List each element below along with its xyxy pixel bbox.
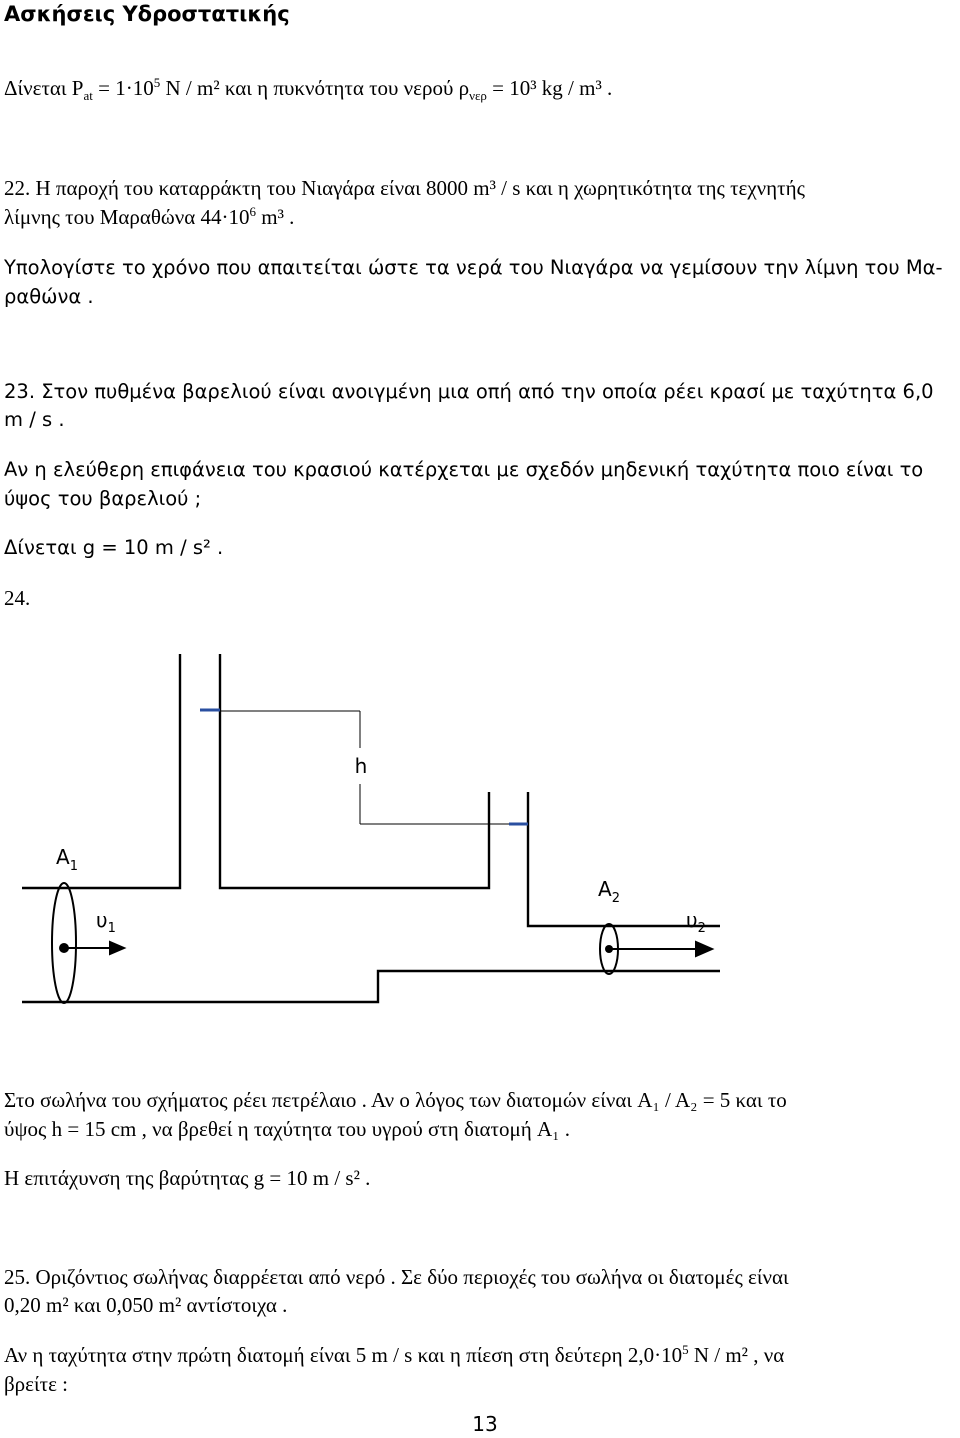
velocity-arrow-u2-head [696,942,712,956]
exercise-23-line-3: Αν η ελεύθερη επιφάνεια του κρασιού κατέρχεται με σχεδόν μηδενική ταχύτητα ποιο είναι το [4,458,924,481]
exercise-24-line-1: Στο σωλήνα του σχήματος ρέει πετρέλαιο . Αν ο λόγος των διατομών είναι A₁ / A₂ = 5 και το [4,1088,787,1112]
exercise-22-line-3: Υπολογίστε το χρόνο που απαιτείται ώστε τα νερά του Νιαγάρα να γεμίσουν την λίμνη του Μα- [4,256,943,279]
label-a1: $A_1$ [56,845,78,874]
given-constants: Δίνεται $P_{at} = 1\cdot 10^5$ N / m² και η πυκνότητα του νερού $\rho_{\nu\varepsilon\rho} = 10^3$ kg / m³ . [4,75,613,104]
page-title: Ασκήσεις Υδροστατικής [4,2,290,26]
exercise-23-line-2: m / s . [4,408,65,431]
label-u1: $\upsilon_1$ [96,908,116,936]
exercise-24-line-3: Η επιτάχυνση της βαρύτητας g = 10 m / s² . [4,1166,371,1190]
exercise-22-line-1: 22. Η παροχή του καταρράκτη του Νιαγάρα είναι 8000 m³ / s και η χωρητικότητα της τεχνητής [4,176,805,200]
exercise-25-line-1: 25. Οριζόντιος σωλήνας διαρρέεται από νερό . Σε δύο περιοχές του σωλήνα οι διατομές είναι [4,1265,789,1289]
velocity-arrow-u1-head [110,942,124,954]
label-a2: $A_2$ [598,877,620,906]
exercise-24-number: 24. [4,586,31,610]
exercise-25-line-4: βρείτε : [4,1372,68,1396]
exercise-25-line-3: Αν η ταχύτητα στην πρώτη διατομή είναι 5 m / s και η πίεση στη δεύτερη $2,0\cdot 10^5$ N / m² , να [4,1342,785,1367]
exercise-22-line-4: ραθώνα . [4,285,94,308]
exercise-23-line-1: 23. Στον πυθμένα βαρελιού είναι ανοιγμένη μια οπή από την οποία ρέει κρασί με ταχύτητα 6,0 [4,380,934,403]
exercise-24-line-2: ύψος h = 15 cm , να βρεθεί η ταχύτητα του υγρού στη διατομή A₁ . [4,1117,570,1141]
label-h: h [354,754,368,778]
pipe-lower-wall [22,971,720,1002]
exercise-25-line-2: 0,20 m² και 0,050 m² αντίστοιχα . [4,1293,288,1317]
label-u2: $\upsilon_2$ [686,908,706,936]
exercise-23-line-4: ύψος του βαρελιού ; [4,487,202,510]
pipe-upper-wall [22,654,720,926]
exercise-22-line-2: λίμνης του Μαραθώνα $44\cdot 10^6$ m³ . [4,204,295,229]
page-number: 13 [472,1412,498,1436]
exercise-23-line-5: Δίνεται g = 10 m / s² . [4,536,224,559]
